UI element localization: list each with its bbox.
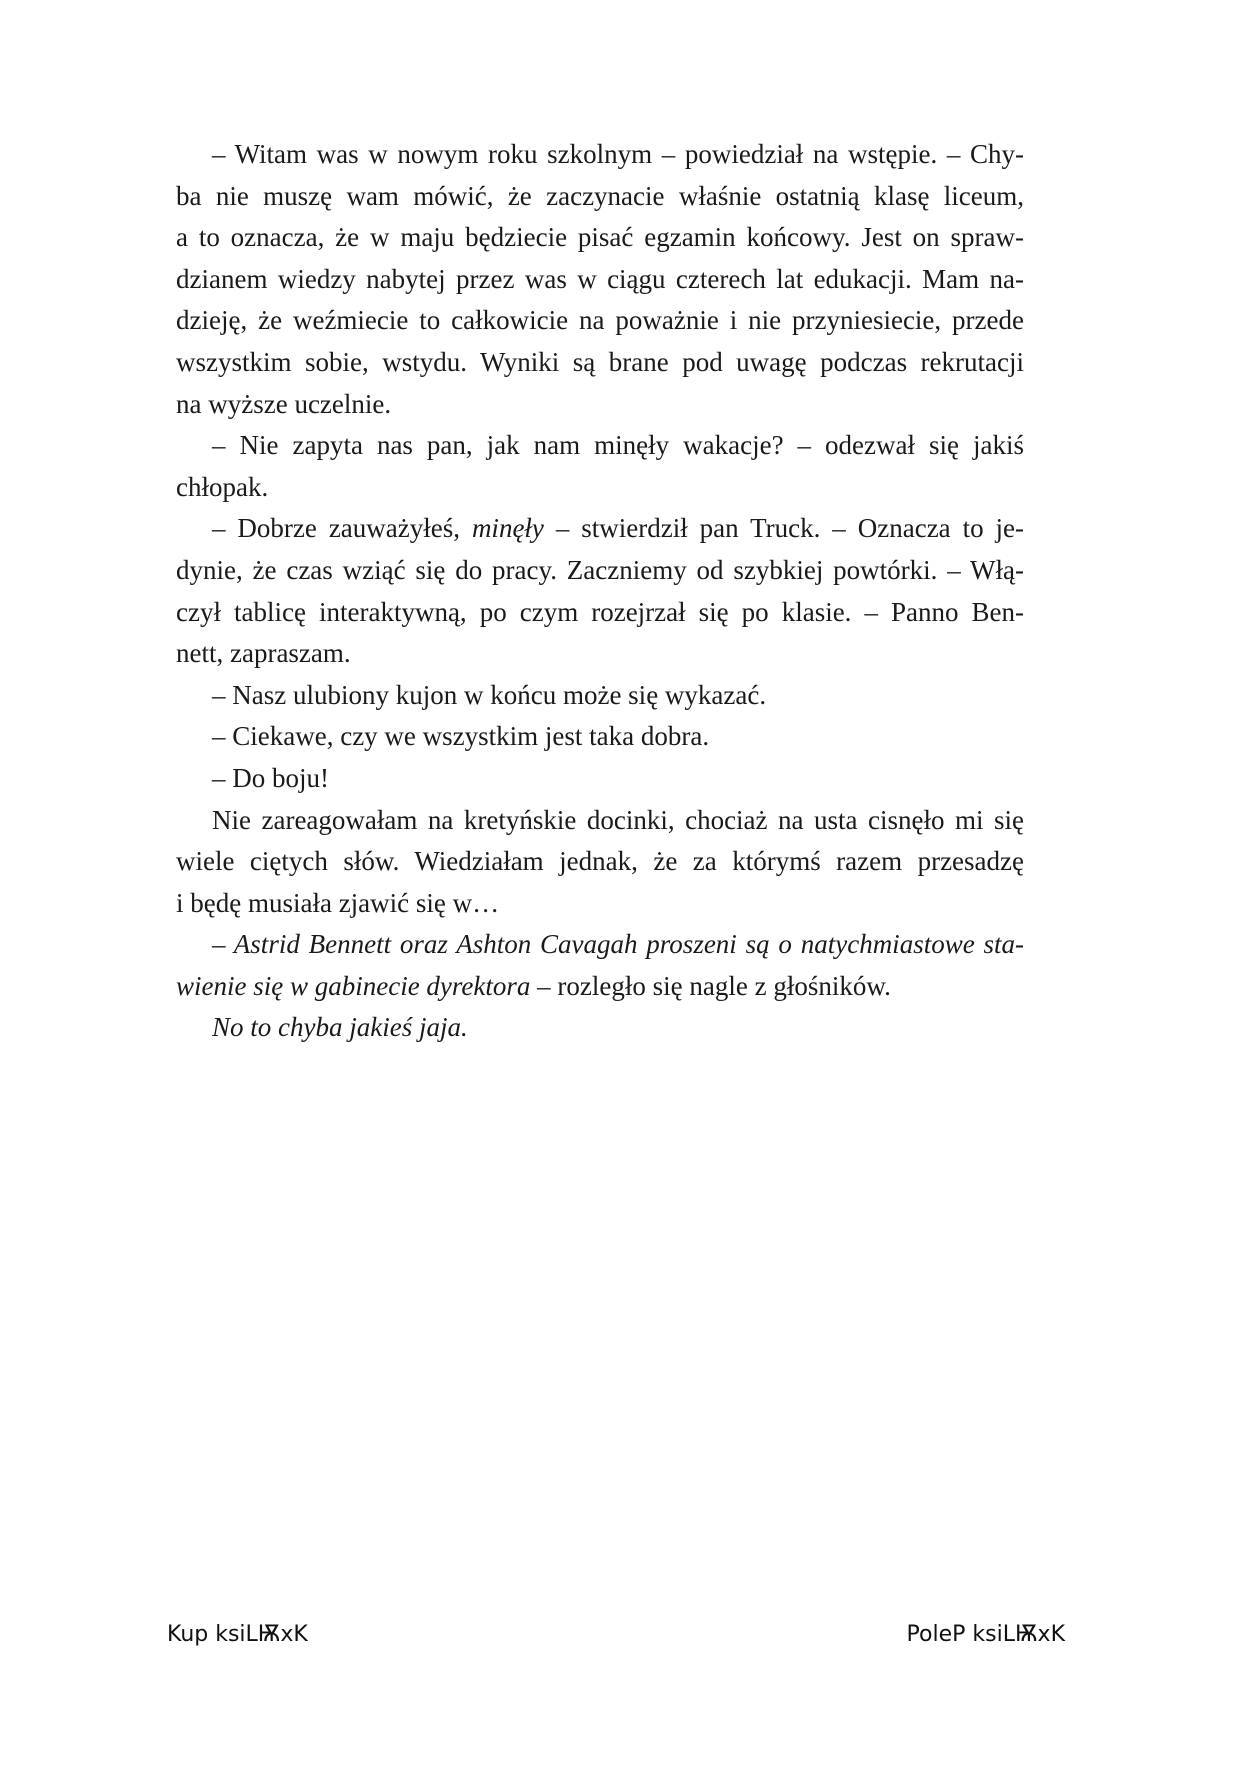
text-line: – Do boju! (212, 762, 329, 793)
text-line: – Witam was w nowym roku szkolnym – powiedział na wstępie. – Chy- (212, 139, 1024, 169)
text-line: No to chyba jakieś jaja. (212, 1012, 468, 1043)
text-line: Nie zareagowałam na kretyńskie docinki, chociaż na usta cisnęło mi się (212, 804, 1024, 835)
text-run: – stwierdził pan Truck. – Oznacza to je- (543, 513, 1024, 544)
text-line: dzianem wiedzy nabytej przez was w ciągu czterech lat edukacji. Mam na- (176, 263, 1024, 294)
footer-buy-link[interactable]: Kup ksiLѬxK (167, 1622, 308, 1647)
text-line: czył tablicę interaktywną, po czym rozejrzał się po klasie. – Panno Ben- (176, 596, 1024, 627)
text-line: wiele ciętych słów. Wiedziałam jednak, że za którymś razem przesadzę (176, 846, 1024, 877)
text-line: – Nasz ulubiony kujon w końcu może się wykazać. (212, 679, 767, 710)
text-run: – rozległo się nagle z głośników. (530, 970, 891, 1001)
text-line: ba nie muszę wam mówić, że zaczynacie właśnie ostatnią klasę liceum, (176, 180, 1024, 211)
text-run: – Dobrze zauważyłeś, (212, 513, 472, 544)
italic-run: wienie się w gabinecie dyrektora (176, 970, 531, 1001)
text-line (176, 966, 1024, 1008)
text-line: – Ciekawe, czy we wszystkim jest taka dobra. (212, 721, 710, 752)
footer-recommend-link[interactable]: PoleP ksiLѬxK (906, 1622, 1065, 1647)
text-line: a to oznacza, że w maju będziecie pisać egzamin końcowy. Jest on spraw- (176, 222, 1024, 253)
italic-word: minęły (471, 513, 544, 544)
text-line: chłopak. (176, 471, 269, 502)
text-line (176, 508, 1024, 550)
text-line: wszystkim sobie, wstydu. Wyniki są brane pod uwagę podczas rekrutacji (176, 346, 1024, 377)
text-line: – Astrid Bennett oraz Ashton Cavagah proszeni są o natychmiastowe sta- (212, 929, 1024, 960)
text-line: na wyższe uczelnie. (176, 388, 392, 419)
text-line: dynie, że czas wziąć się do pracy. Zaczniemy od szybkiej powtórki. – Włą- (176, 554, 1024, 585)
text-line: nett, zapraszam. (176, 638, 351, 669)
text-line: i będę musiała zjawić się w… (176, 887, 500, 918)
text-line: dzieję, że weźmiecie to całkowicie na poważnie i nie przyniesiecie, przede (176, 305, 1024, 336)
body-text (176, 134, 1024, 1049)
text-line: – Nie zapyta nas pan, jak nam minęły wakacje? – odezwał się jakiś (212, 430, 1024, 461)
